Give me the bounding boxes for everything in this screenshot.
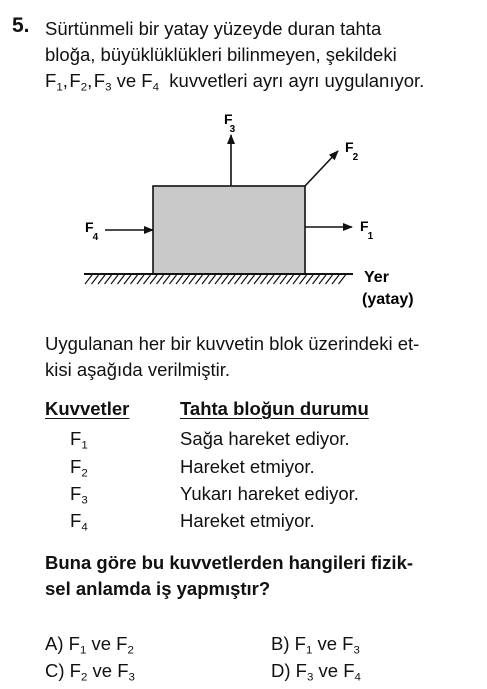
hatch-mark — [92, 275, 99, 284]
hatch-mark — [131, 275, 138, 284]
hatch-mark — [170, 275, 177, 284]
hatch-mark — [157, 275, 164, 284]
hatch-mark — [300, 275, 307, 284]
f1-label: F1 — [360, 218, 374, 242]
stem-line-2: bloğa, büyüklüklükleri bilinmeyen, şekildeki — [45, 44, 397, 65]
hatch-mark — [267, 275, 274, 284]
hatch-mark — [313, 275, 320, 284]
wooden-block — [153, 186, 305, 274]
para-line-1: Uygulanan her bir kuvvetin blok üzerindeki et- — [45, 333, 420, 354]
hatch-mark — [150, 275, 157, 284]
question-stem — [45, 16, 475, 94]
hatch-mark — [293, 275, 300, 284]
hatch-mark — [248, 275, 255, 284]
option-a[interactable]: A) $F_1$ ve $F_2$ — [45, 633, 134, 657]
effect-intro — [45, 331, 475, 383]
f4-label: F4 — [85, 219, 99, 243]
stem-f1-sub: 1 — [56, 81, 63, 94]
stem-line-1: Sürtünmeli bir yatay yüzeyde duran tahta — [45, 18, 382, 39]
hatch-mark — [215, 275, 222, 284]
hatch-mark — [261, 275, 268, 284]
hatch-mark — [111, 275, 118, 284]
hatch-mark — [118, 275, 125, 284]
hatch-mark — [241, 275, 248, 284]
hatch-mark — [280, 275, 287, 284]
hatch-mark — [339, 275, 346, 284]
ground-sub-label: (yatay) — [362, 291, 414, 308]
question-number: 5. — [12, 14, 30, 37]
para-line-2: kisi aşağıda verilmiştir. — [45, 359, 231, 380]
option-b[interactable]: B) $F_1$ ve $F_3$ — [271, 633, 360, 657]
hatch-mark — [287, 275, 294, 284]
hatch-mark — [254, 275, 261, 284]
hatch-mark — [98, 275, 105, 284]
stem-rest: kuvvetleri ayrı ayrı uygulanıyor. — [169, 70, 425, 91]
ground-label: Yer — [364, 269, 389, 286]
ask-line-1: Buna göre bu kuvvetlerden hangileri fizik- — [45, 552, 414, 573]
force-diagram — [0, 100, 487, 315]
hatch-mark — [176, 275, 183, 284]
hatch-mark — [144, 275, 151, 284]
stem-ve: ve — [116, 70, 137, 91]
ground-hatching — [85, 275, 346, 284]
ask-line-2: sel anlamda iş yapmıştır? — [45, 578, 271, 599]
hatch-mark — [209, 275, 216, 284]
hatch-mark — [202, 275, 209, 284]
header-state: Tahta bloğun durumu — [180, 398, 369, 419]
option-c[interactable]: C) $F_2$ ve $F_3$ — [45, 660, 135, 684]
hatch-mark — [332, 275, 339, 284]
option-d[interactable]: D) $F_3$ ve $F_4$ — [271, 660, 361, 684]
f2-label: F2 — [345, 139, 359, 163]
hatch-mark — [183, 275, 190, 284]
hatch-mark — [274, 275, 281, 284]
hatch-mark — [196, 275, 203, 284]
hatch-mark — [163, 275, 170, 284]
hatch-mark — [306, 275, 313, 284]
hatch-mark — [319, 275, 326, 284]
hatch-mark — [228, 275, 235, 284]
hatch-mark — [85, 275, 92, 284]
hatch-mark — [222, 275, 229, 284]
f2-arrow — [305, 151, 338, 186]
hatch-mark — [189, 275, 196, 284]
stem-f4-sub: 4 — [152, 81, 160, 94]
hatch-mark — [124, 275, 131, 284]
hatch-mark — [105, 275, 112, 284]
question-prompt — [45, 550, 475, 602]
stem-line-3: $F_1$, $F_2$, $F_3$ ve $F_4$ kuvvetleri ayrı ayrı uygulanıyor. — [45, 70, 425, 94]
hatch-mark — [137, 275, 144, 284]
header-forces: Kuvvetler — [45, 398, 130, 419]
stem-f3-sub: 3 — [105, 81, 112, 94]
stem-f2-sub: 2 — [80, 81, 88, 94]
hatch-mark — [326, 275, 333, 284]
f3-label: F 3 — [224, 111, 236, 135]
hatch-mark — [235, 275, 242, 284]
